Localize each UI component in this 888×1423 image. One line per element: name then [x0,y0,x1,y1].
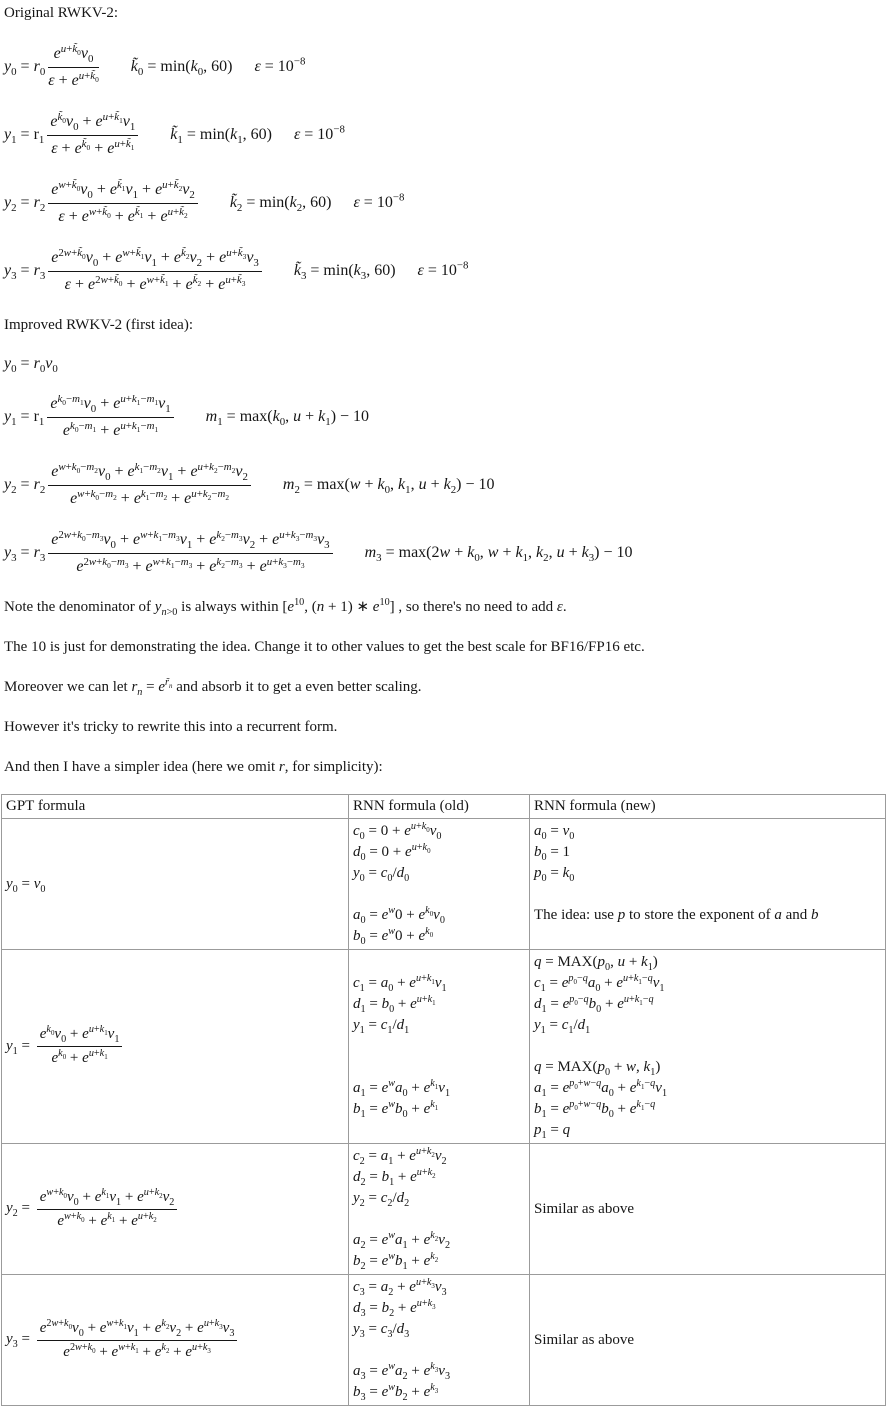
formula-line: $q = MAX(p_0 + w$, $k_1$) [534,1059,661,1078]
equation-original-y0-condition-1: $k̃_0 = \min(k_0$, 60) [130,58,233,79]
formula-line [534,1036,881,1057]
cell-rnn-formula-new-row-2 [530,950,886,1144]
formula-line: $a_1 = e^wa_0 + e^{k_1}v_1$ [353,1078,451,1099]
equation-improved-y3-main: $y_3 = r_3$ $\frac{e^{2w+k_0-m_3}v_0 + e^{w+k_1-m_3}v_1 + e^{k_2-m_3}v_2 + e^{u+k_3-m_3}v_3}{e^{2w+k_0-m_3} + e^{w+k_1-m_3} + e^{k_2-m_3} + e^{u+k_3-m_3}}$ [4,529,335,577]
formula-line: $y_3 = c_3/d_3$ [353,1321,410,1340]
cell-rnn-formula-old-row-2 [349,950,530,1144]
paragraph-ten-demonstrating: The 10 is just for demonstrating the idea. Change it to other values to get the best scale for BF16/FP16 etc. [4,639,645,655]
formula-line: $d_1 = b_0 + e^{u+k_1}$ [353,994,436,1015]
equation-original-y1-condition-2: $\varepsilon = 10^{-8}$ [293,123,345,143]
formula-line: $c_1 = a_0 + e^{u+k_1}v_1$ [353,973,447,994]
formula-line: $b_1 = e^{p_0+w-q}b_0 + e^{k_1-q}$ [534,1099,656,1120]
equation-improved-y2 [4,461,888,509]
equation-original-y2 [4,179,888,227]
formula-line: $b_1 = e^wb_0 + e^{k_1}$ [353,1099,439,1120]
equation-original-y2-main: $y_2 = r_2$ $\frac{e^{w+k̃_0}v_0 + e^{k̃_1}v_1 + e^{u+k̃_2}v_2}{\varepsilon + e^{w+k̃_0} + e^{k̃_1} + e^{u+k̃_2}}$ [4,179,200,227]
paragraph-moreover-absorb: Moreover we can let $r_n = e^{r̃_n}$ and absorb it to get a even better scaling. [4,677,422,698]
formula-line: $p_1 = q$ [534,1122,571,1141]
equation-original-y0-condition-2: $\varepsilon = 10^{-8}$ [254,55,306,75]
formula-line: $q = MAX(p_0$, $u + k_1$) [534,954,658,973]
cell-gpt-formula-row-4: $y_3$ = $\frac{e^{2w+k_0}v_0 + e^{w+k_1}v_1 + e^{k_2}v_2 + e^{u+k_3}v_3}{e^{2w+k_0} + e^{w+k_1} + e^{k_2} + e^{u+k_3}}$ [2,1275,349,1406]
formula-line: $a_2 = e^wa_1 + e^{k_2}v_2$ [353,1230,451,1251]
equation-original-y2-condition-1: $k̃_2 = \min(k_2$, 60) [229,194,332,215]
formula-line: $c_3 = a_2 + e^{u+k_3}v_3$ [353,1277,447,1298]
cell-rnn-formula-new-row-1 [530,819,886,950]
formula-line [353,1057,525,1078]
equation-improved-y2-condition-1: $m_2 = \max(w + k_0$, $k_1$, $u + k_2) - 10$ [282,476,495,497]
cell-rnn-formula-new-row-3: Similar as above [530,1144,886,1275]
table-row-4 [2,1275,886,1406]
formula-line: $y_2 = c_2/d_2$ [353,1190,410,1209]
formula-line [353,884,525,905]
equation-original-y2-condition-2: $\varepsilon = 10^{-8}$ [353,191,405,211]
heading-original-rwkv2: Original RWKV-2: [4,5,119,21]
formula-line: $b_0 = 1$ [534,844,571,863]
equation-improved-y1-main: $y_1 = r_1$ $\frac{e^{k_0-m_1}v_0 + e^{u+k_1-m_1}v_1}{e^{k_0-m_1} + e^{u+k_1-m_1}}$ [4,393,176,441]
formula-line [353,1340,525,1361]
formula-line: $d_2 = b_1 + e^{u+k_2}$ [353,1167,436,1188]
formula-line: $y_0 = c_0/d_0$ [353,865,410,884]
equation-original-y1-condition-1: $k̃_1 = \min(k_1$, 60) [170,126,272,147]
equation-improved-y3 [4,529,888,577]
formula-line [534,884,881,905]
equation-original-y3-main: $y_3 = r_3$ $\frac{e^{2w+k̃_0}v_0 + e^{w+k̃_1}v_1 + e^{k̃_2}v_2 + e^{u+k̃_3}v_3}{\varepsilon + e^{2w+k̃_0} + e^{w+k̃_1} + e^{k̃_2} + e^{u+k̃_3}}$ [4,247,264,295]
cell-gpt-formula-row-3: $y_2$ = $\frac{e^{w+k_0}v_0 + e^{k_1}v_1 + e^{u+k_2}v_2}{e^{w+k_0} + e^{k_1} + e^{u+k_2}}$ [2,1144,349,1275]
table-header-rnn-formula-new: RNN formula (new) [530,795,886,819]
formula-table-body [2,819,886,1406]
formula-line: $b_3 = e^wb_2 + e^{k_3}$ [353,1382,439,1403]
formula-line: $a_3 = e^wa_2 + e^{k_3}v_3$ [353,1361,451,1382]
paragraph-however-tricky: However it's tricky to rewrite this into a recurrent form. [4,719,338,735]
formula-line: $d_0 = 0 + e^{u+k_0}$ [353,842,431,863]
formula-table [1,794,886,1406]
paragraph-note-denominator: Note the denominator of $y_{n>0}$ is always within [$e^{10}$, (n + 1) ∗ $e^{10}$] , so there's no need to add ε. [4,597,567,618]
formula-line [353,952,525,973]
equation-improved-y3-condition-1: $m_3 = \max(2w + k_0$, $w + k_1$, $k_2$, $u + k_3) - 10$ [364,544,633,565]
table-header-row [2,795,886,819]
formula-line: $c_1 = e^{p_0-q}a_0 + e^{u+k_1-q}v_1$ [534,973,665,994]
cell-rnn-formula-old-row-4 [349,1275,530,1406]
equation-improved-y0 [4,355,888,376]
equation-original-y1 [4,111,888,159]
formula-line: The idea: use p to store the exponent of a and b [534,907,819,923]
formula-line: $c_2 = a_1 + e^{u+k_2}v_2$ [353,1146,447,1167]
heading-improved-rwkv2: Improved RWKV-2 (first idea): [4,317,193,333]
formula-line: $a_0 = e^w0 + e^{k_0}v_0$ [353,905,445,926]
formula-line: $b_0 = e^w0 + e^{k_0}$ [353,926,434,947]
formula-line: $y_1 = c_1/d_1$ [534,1017,591,1036]
formula-line: $d_3 = b_2 + e^{u+k_3}$ [353,1298,436,1319]
formula-line [353,1036,525,1057]
table-row-1 [2,819,886,950]
formula-line: $c_0 = 0 + e^{u+k_0}v_0$ [353,821,442,842]
cell-rnn-formula-old-row-1 [349,819,530,950]
equation-original-y3-condition-1: $k̃_3 = \min(k_3$, 60) [293,262,396,283]
table-row-2 [2,950,886,1144]
formula-line: $b_2 = e^wb_1 + e^{k_2}$ [353,1251,439,1272]
table-header-gpt-formula: GPT formula [2,795,349,819]
equation-original-y0 [4,43,888,91]
formula-line: $d_1 = e^{p_0-q}b_0 + e^{u+k_1-q}$ [534,994,654,1015]
formula-line: $y_1 = c_1/d_1$ [353,1017,410,1036]
equation-original-y1-main: $y_1 = r_1$ $\frac{e^{k̃_0}v_0 + e^{u+k̃_1}v_1}{\varepsilon + e^{k̃_0} + e^{u+k̃_1}}$ [4,111,140,159]
formula-line [353,1209,525,1230]
equation-original-y3 [4,247,888,295]
equation-improved-y2-main: $y_2 = r_2$ $\frac{e^{w+k_0-m_2}v_0 + e^{k_1-m_2}v_1 + e^{u+k_2-m_2}v_2}{e^{w+k_0-m_2} + e^{k_1-m_2} + e^{u+k_2-m_2}}$ [4,461,253,509]
formula-line: $p_0 = k_0$ [534,865,575,884]
formula-line: $a_0 = v_0$ [534,823,575,842]
equation-improved-y1-condition-1: $m_1 = \max(k_0$, $u + k_1) - 10$ [205,408,370,429]
cell-rnn-formula-old-row-3 [349,1144,530,1275]
formula-line: $a_1 = e^{p_0+w-q}a_0 + e^{k_1-q}v_1$ [534,1078,668,1099]
table-row-3 [2,1144,886,1275]
cell-gpt-formula-row-1: $y_0 = v_0$ [2,819,349,950]
document-flow [4,3,888,777]
equation-original-y3-condition-2: $\varepsilon = 10^{-8}$ [417,259,469,279]
equation-original-y0-main: $y_0 = r_0$ $\frac{e^{u+k̃_0}v_0}{\varepsilon + e^{u+k̃_0}}$ [4,42,99,89]
cell-gpt-formula-row-2: $y_1$ = $\frac{e^{k_0}v_0 + e^{u+k_1}v_1}{e^{k_0} + e^{u+k_1}}$ [2,950,349,1144]
equation-improved-y1 [4,393,888,441]
paragraph-simpler-idea: And then I have a simpler idea (here we omit r, for simplicity): [4,759,383,775]
table-header-rnn-formula-old: RNN formula (old) [349,795,530,819]
cell-rnn-formula-new-row-4: Similar as above [530,1275,886,1406]
equation-improved-y0-main: $y_0 = r_0v_0$ [4,355,58,376]
